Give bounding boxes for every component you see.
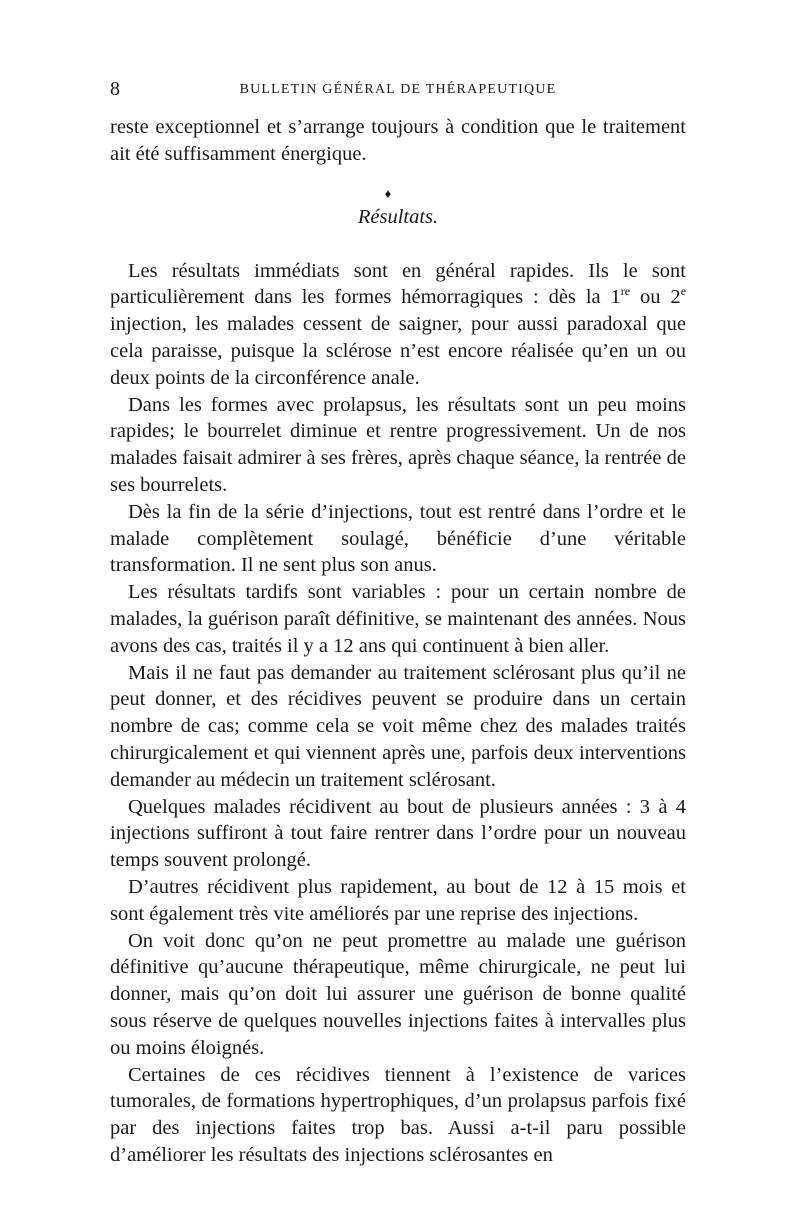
journal-title: BULLETIN GÉNÉRAL DE THÉRAPEUTIQUE [239,82,557,97]
ornament-icon: ♦ [384,185,392,201]
paragraph-end-of-series: Dès la fin de la série d’injections, tout est rentré dans l’ordre et le malade complètement soulagé, bénéficie d’une véritable transformation. Il ne sent plus son anus. [110,500,686,577]
section-heading: Résultats. [357,205,439,228]
continuation-paragraph: reste exceptionnel et s’arrange toujours à condition que le traitement ait été suffisamment énergique. [110,116,686,165]
paragraph-varices: Certaines de ces récidives tiennent à l’existence de varices tumorales, de formations hypertrophiques, d’un prolapsus parfois fixé par des injections faites trop bas. Aussi a-t-il paru possible d’améliorer les résultats des injections sclérosantes en [110,1063,686,1166]
page-number: 8 [110,78,120,100]
paragraph-immediate-results: Les résultats immédiats sont en général rapides. Ils le sont particulièrement dans les formes hémorragiques : dès la 1re ou 2e injection, les malades cessent de saigner, pour aussi paradoxal que cela paraisse, puisque la sclérose n’est encore réalisée qu’en un ou deux points de la circonférence anale. [110,259,687,389]
paragraph-prolapse: Dans les formes avec prolapsus, les résultats sont un peu moins rapides; le bourrelet diminue et rentre progressivement. Un de nos malades faisait admirer à ses frères, après chaque séance, la rentrée de ses bourrelets. [110,393,686,496]
paragraph-recurrences: Mais il ne faut pas demander au traitement sclérosant plus qu’il ne peut donner, et des récidives peuvent se produire dans un certain nombre de cas; comme cela se voit même chez des malades traités chirurgicalement et qui viennent après une, parfois deux interventions demander au médecin un traitement sclérosant. [110,661,686,791]
running-head [110,76,686,102]
paragraph-recurrence-years: Quelques malades récidivent au bout de plusieurs années : 3 à 4 injections suffiront à tout faire rentrer dans l’ordre pour un nouveau temps souvent prolongé. [110,795,686,872]
paragraph-promise: On voit donc qu’on ne peut promettre au malade une guérison définitive qu’aucune thérapeutique, même chirurgicale, ne peut lui donner, mais qu’on doit lui assurer une guérison de bonne qualité sous réserve de quelques nouvelles injections faites à intervalles plus ou moins éloignés. [110,929,686,1059]
paragraph-late-results: Les résultats tardifs sont variables : pour un certain nombre de malades, la guérison paraît définitive, se maintenant des années. Nous avons des cas, traités il y a 12 ans qui continuent à bien aller. [110,581,686,657]
paragraph-recurrence-months: D’autres récidivent plus rapidement, au bout de 12 à 15 mois et sont également très vite améliorés par une reprise des injections. [110,875,686,925]
body-text [110,114,686,1169]
